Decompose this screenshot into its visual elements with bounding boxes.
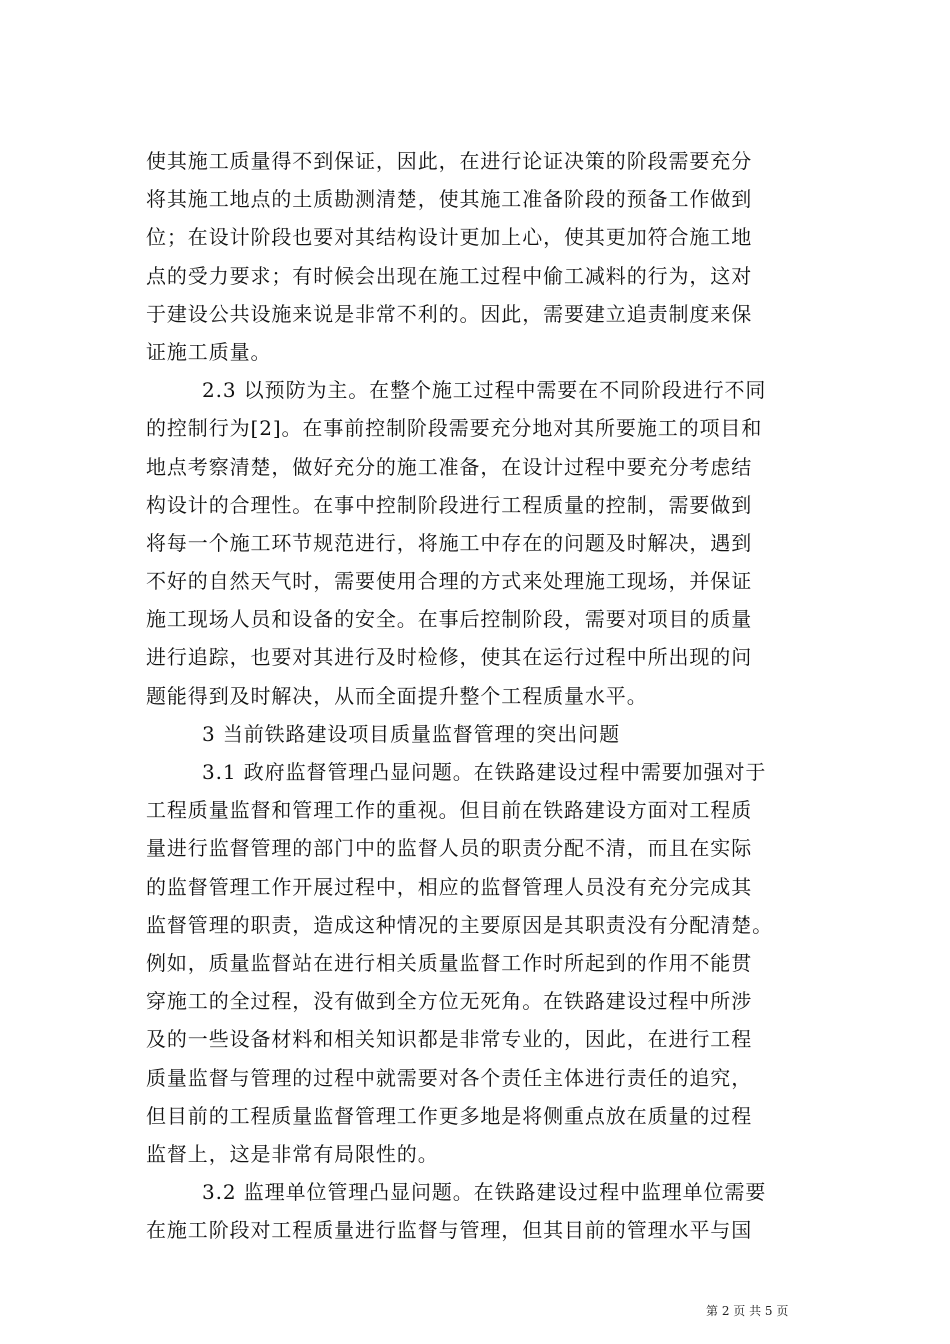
text-line: 及的一些设备材料和相关知识都是非常专业的，因此，在进行工程 <box>146 1027 753 1052</box>
section-2-3-first-line: 2.3 以预防为主。在整个施工过程中需要在不同阶段进行不同 <box>202 378 767 403</box>
text-line: 将其施工地点的土质勘测清楚，使其施工准备阶段的预备工作做到 <box>146 187 753 212</box>
text-line: 于建设公共设施来说是非常不利的。因此，需要建立追责制度来保 <box>146 301 753 326</box>
text-line: 进行追踪，也要对其进行及时检修，使其在运行过程中所出现的问 <box>146 645 753 670</box>
text-line: 构设计的合理性。在事中控制阶段进行工程质量的控制，需要做到 <box>146 492 753 517</box>
text-line: 的监督管理工作开展过程中，相应的监督管理人员没有充分完成其 <box>146 874 753 899</box>
text-line: 监督管理的职责，造成这种情况的主要原因是其职责没有分配清楚。 <box>146 912 773 937</box>
text-line: 例如，质量监督站在进行相关质量监督工作时所起到的作用不能贯 <box>146 950 753 975</box>
text-line: 使其施工质量得不到保证，因此，在进行论证决策的阶段需要充分 <box>146 149 753 173</box>
text-line: 在施工阶段对工程质量进行监督与管理，但其目前的管理水平与国 <box>146 1218 753 1243</box>
text-line: 位；在设计阶段也要对其结构设计更加上心，使其更加符合施工地 <box>146 225 753 250</box>
document-body <box>146 142 810 1249</box>
section-3-2-first-line: 3.2 监理单位管理凸显问题。在铁路建设过程中监理单位需要 <box>202 1180 767 1205</box>
page-number: 第 2 页 共 5 页 <box>706 1304 789 1318</box>
section-3-heading: 3 当前铁路建设项目质量监督管理的突出问题 <box>202 721 620 746</box>
text-line: 题能得到及时解决，从而全面提升整个工程质量水平。 <box>146 683 648 708</box>
text-line: 的控制行为[2]。在事前控制阶段需要充分地对其所要施工的项目和 <box>146 416 763 441</box>
text-line: 证施工质量。 <box>146 339 272 364</box>
text-line: 穿施工的全过程，没有做到全方位无死角。在铁路建设过程中所涉 <box>146 989 753 1014</box>
text-line: 量进行监督管理的部门中的监督人员的职责分配不清，而且在实际 <box>146 836 753 861</box>
section-3-1-first-line: 3.1 政府监督管理凸显问题。在铁路建设过程中需要加强对于 <box>202 760 767 784</box>
text-line: 将每一个施工环节规范进行，将施工中存在的问题及时解决，遇到 <box>146 530 753 555</box>
text-line: 工程质量监督和管理工作的重视。但目前在铁路建设方面对工程质 <box>146 798 753 823</box>
text-line: 不好的自然天气时，需要使用合理的方式来处理施工现场，并保证 <box>146 569 753 594</box>
text-line: 监督上，这是非常有局限性的。 <box>146 1141 439 1166</box>
text-line: 但目前的工程质量监督管理工作更多地是将侧重点放在质量的过程 <box>146 1103 753 1128</box>
text-line: 质量监督与管理的过程中就需要对各个责任主体进行责任的追究， <box>146 1065 753 1090</box>
text-line: 点的受力要求；有时候会出现在施工过程中偷工减料的行为，这对 <box>146 263 753 288</box>
text-line: 施工现场人员和设备的安全。在事后控制阶段，需要对项目的质量 <box>146 607 753 632</box>
text-line: 地点考察清楚，做好充分的施工准备，在设计过程中要充分考虑结 <box>146 454 753 479</box>
